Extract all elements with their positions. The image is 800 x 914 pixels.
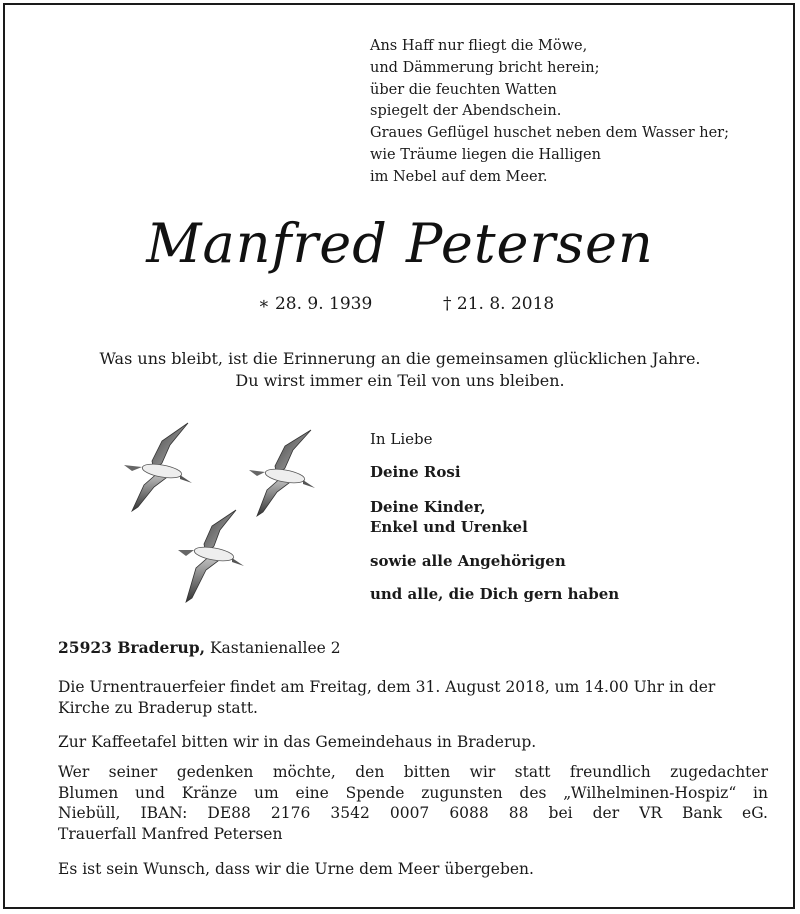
poem-line: im Nebel auf dem Meer. [370,168,548,185]
seagulls-icon [110,418,320,618]
wish-notice [58,859,768,880]
mourner-friends: und alle, die Dich gern haben [370,585,620,603]
coffee-line: Zur Kaffeetafel bitten wir in das Gemeindehaus in Braderup. [58,733,537,751]
donation-line: Wer seiner gedenken möchte, den bitten wir statt freundlich zugedachter [58,763,768,781]
poem-line: Graues Geflügel huschet neben dem Wasser her; [370,125,729,142]
seagull-1-icon [124,423,192,511]
mourner-relatives: sowie alle Angehörigen [370,552,566,570]
quote-line: Was uns bleibt, ist die Erinnerung an die gemeinsamen glücklichen Jahre. [99,349,701,368]
poem-line: spiegelt der Abendschein. [370,103,562,120]
donation-line: Blumen und Kränze um eine Spende zugunsten des „Wilhelminen-Hospiz“ in [58,783,768,802]
donation-notice [58,762,768,844]
death-date: † 21. 8. 2018 [443,294,555,314]
coffee-notice [58,732,768,753]
mourner-grandchildren: Enkel und Urenkel [370,518,528,536]
seagull-2-icon [249,430,315,516]
wish-line: Es ist sein Wunsch, dass wir die Urne dem Meer übergeben. [58,860,534,878]
mourners-intro: In Liebe [370,430,433,448]
address [58,638,341,657]
donation-line: Niebüll, IBAN: DE88 2176 3542 0007 6088 88 bei der VR Bank eG. [58,804,768,823]
birth-date: ∗ 28. 9. 1939 [258,294,373,314]
poem [370,36,770,189]
donation-line: Trauerfall Manfred Petersen [58,824,283,843]
poem-line: über die feuchten Watten [370,81,557,98]
quote-line: Du wirst immer ein Teil von uns bleiben. [235,371,565,390]
address-city: 25923 Braderup, [58,638,206,657]
poem-line: Ans Haff nur fliegt die Möwe, [370,38,588,54]
memorial-quote [0,348,800,392]
mourner-wife: Deine Rosi [370,463,461,481]
mourner-children: Deine Kinder, [370,498,486,516]
poem-line: und Dämmerung bricht herein; [370,59,600,76]
ceremony-line: Kirche zu Braderup statt. [58,698,258,717]
poem-line: wie Träume liegen die Halligen [370,146,601,163]
deceased-name: Manfred Petersen [146,212,654,275]
address-street: Kastanienallee 2 [205,639,341,657]
ceremony-line: Die Urnentrauerfeier findet am Freitag, dem 31. August 2018, um 14.00 Uhr in der [58,678,716,696]
seagull-3-icon [178,510,244,602]
ceremony-notice [58,677,768,718]
